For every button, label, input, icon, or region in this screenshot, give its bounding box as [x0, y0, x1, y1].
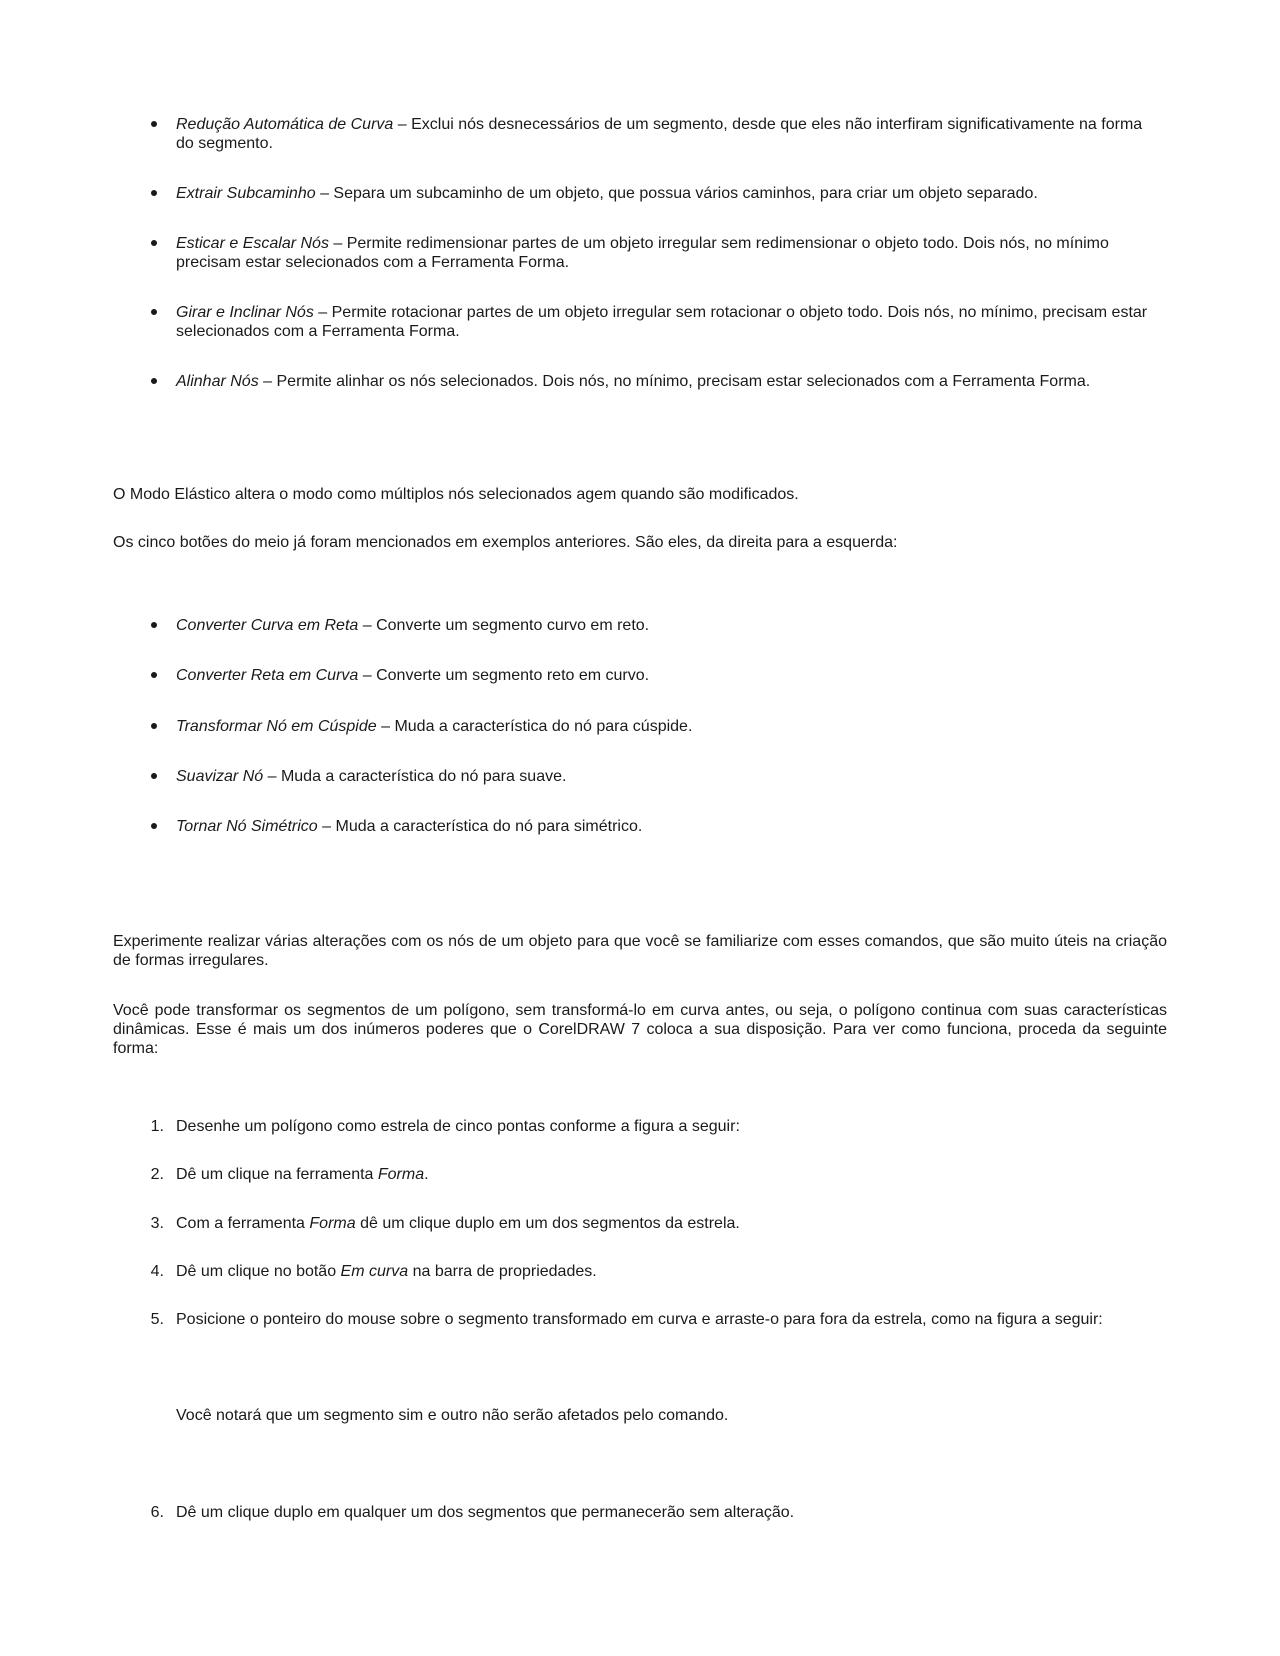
list-item: Alinhar Nós – Permite alinhar os nós selecionados. Dois nós, no mínimo, precisam estar selecionados com a Ferramenta Forma. [176, 372, 1156, 391]
bullet-icon [151, 309, 157, 315]
list-item-term: Extrair Subcaminho [176, 185, 316, 202]
step-number: 5. [150, 1311, 164, 1328]
list-item-text: Muda a característica do nó para cúspide. [394, 718, 693, 735]
bullet-icon [151, 378, 157, 384]
list-item-text: Permite redimensionar partes de um objeto irregular sem redimensionar o objeto todo. Dois nós, no mínimo precisam estar selecionados com a Ferramenta Forma. [176, 235, 1109, 271]
list-item-term: Redução Automática de Curva [176, 116, 394, 133]
list-item-term: Tornar Nó Simétrico [176, 818, 318, 835]
list-item: Girar e Inclinar Nós – Permite rotacionar partes de um objeto irregular sem rotacionar o objeto todo. Dois nós, no mínimo, precisam estar selecionados com a Ferramenta Forma. [176, 303, 1156, 341]
bullet-icon [151, 823, 157, 829]
list-item: Extrair Subcaminho – Separa um subcaminho de um objeto, que possua vários caminhos, para criar um objeto separado. [176, 184, 1156, 203]
list-item: Suavizar Nó – Muda a característica do nó para suave. [176, 767, 1156, 786]
list-item-term: Esticar e Escalar Nós [176, 235, 329, 252]
step-item: 6. Dê um clique duplo em qualquer um dos segmentos que permanecerão sem alteração. [176, 1503, 1156, 1522]
paragraph: O Modo Elástico altera o modo como múltiplos nós selecionados agem quando são modificados. [113, 486, 799, 503]
step-number: 4. [150, 1263, 164, 1280]
note-text: Você notará que um segmento sim e outro não serão afetados pelo comando. [176, 1407, 729, 1424]
list-item-text: Converte um segmento curvo em reto. [376, 617, 650, 634]
paragraph: Você pode transformar os segmentos de um polígono, sem transformá-lo em curva antes, ou seja, o polígono continua com suas características dinâmicas. Esse é mais um dos inúmeros poderes que o CorelDRAW 7 coloca a sua disposição. Para ver como funciona, proceda da seguinte forma: [113, 1002, 1167, 1057]
step-item: 1. Desenhe um polígono como estrela de cinco pontas conforme a figura a seguir: [176, 1117, 1156, 1136]
step-item: 3. Com a ferramenta Forma dê um clique duplo em um dos segmentos da estrela. [176, 1214, 1156, 1233]
list-item-text: Permite rotacionar partes de um objeto irregular sem rotacionar o objeto todo. Dois nós, no mínimo, precisam estar selecionados com a Ferramenta Forma. [176, 304, 1148, 340]
list-item: Redução Automática de Curva – Exclui nós desnecessários de um segmento, desde que eles não interfiram significativamente na forma do segmento. [176, 115, 1156, 153]
list-item-text: Converte um segmento reto em curvo. [376, 667, 650, 684]
list-item-term: Converter Reta em Curva [176, 667, 359, 684]
bullet-icon [151, 672, 157, 678]
list-item: Transformar Nó em Cúspide – Muda a característica do nó para cúspide. [176, 717, 1156, 736]
paragraph: Os cinco botões do meio já foram mencionados em exemplos anteriores. São eles, da direita para a esquerda: [113, 534, 898, 551]
list-item-text: Muda a característica do nó para suave. [280, 768, 567, 785]
list-item-term: Transformar Nó em Cúspide [176, 718, 377, 735]
paragraph: Experimente realizar várias alterações com os nós de um objeto para que você se familiarize com esses comandos, que são muito úteis na criação de formas irregulares. [113, 933, 1167, 969]
bullet-icon [151, 622, 157, 628]
list-item-term: Converter Curva em Reta [176, 617, 359, 634]
list-item: Tornar Nó Simétrico – Muda a característica do nó para simétrico. [176, 817, 1156, 836]
list-item-text: Separa um subcaminho de um objeto, que possua vários caminhos, para criar um objeto separado. [333, 185, 1038, 202]
bullet-icon [151, 190, 157, 196]
list-item-term: Alinhar Nós [176, 373, 259, 390]
list-item: Converter Reta em Curva – Converte um segmento reto em curvo. [176, 666, 1156, 685]
bullet-icon [151, 723, 157, 729]
list-item: Esticar e Escalar Nós – Permite redimensionar partes de um objeto irregular sem redimensionar o objeto todo. Dois nós, no mínimo precisam estar selecionados com a Ferramenta Forma. [176, 234, 1156, 272]
bullet-icon [151, 121, 157, 127]
bullet-icon [151, 773, 157, 779]
list-item-term: Suavizar Nó [176, 768, 264, 785]
list-item-text: Muda a característica do nó para simétrico. [335, 818, 643, 835]
list-item-text: Permite alinhar os nós selecionados. Dois nós, no mínimo, precisam estar selecionados com a Ferramenta Forma. [276, 373, 1091, 390]
step-number: 6. [150, 1504, 164, 1521]
step-item: 2. Dê um clique na ferramenta Forma. [176, 1165, 1156, 1184]
list-item-term: Girar e Inclinar Nós [176, 304, 314, 321]
list-item-text: Exclui nós desnecessários de um segmento, desde que eles não interfiram significativamente na forma do segmento. [176, 116, 1143, 152]
list-item: Converter Curva em Reta – Converte um segmento curvo em reto. [176, 616, 1156, 635]
step-item: 5. Posicione o ponteiro do mouse sobre o segmento transformado em curva e arraste-o para fora da estrela, como na figura a seguir: [176, 1310, 1156, 1329]
step-number: 2. [150, 1166, 164, 1183]
step-number: 1. [150, 1118, 164, 1135]
bullet-icon [151, 240, 157, 246]
step-item: 4. Dê um clique no botão Em curva na barra de propriedades. [176, 1262, 1156, 1281]
step-number: 3. [150, 1215, 164, 1232]
